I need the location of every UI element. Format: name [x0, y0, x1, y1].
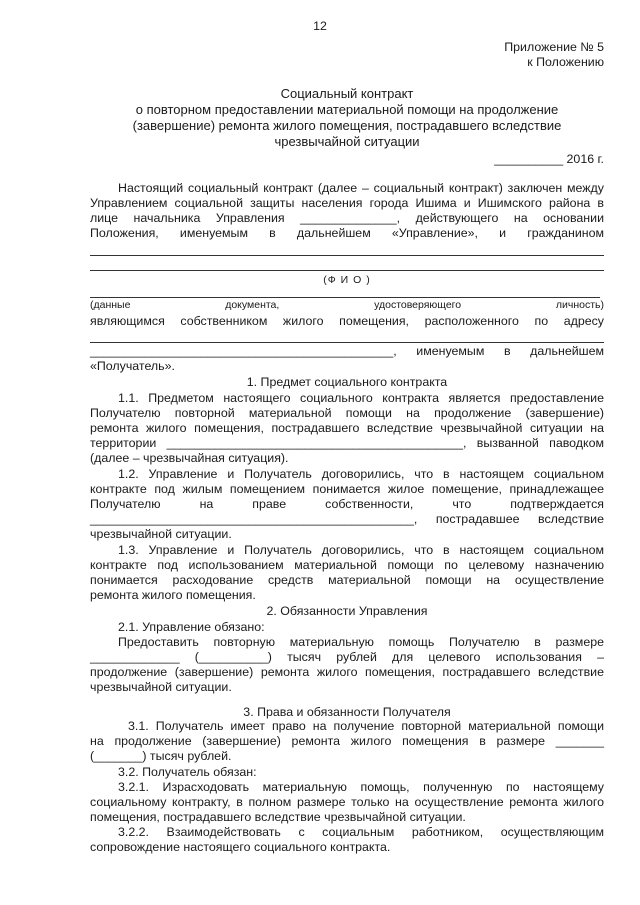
- p322-line-1: 3.2.2. Взаимодействовать с социальным работником, осуществляющим: [118, 825, 604, 839]
- p11-line-2: Получателю повторной материальной помощи на продолжение (завершение): [90, 406, 604, 420]
- p322-line-2: сопровождение настоящего социального контракта.: [90, 840, 391, 854]
- title-line-1: Социальный контракт: [280, 86, 414, 101]
- address-line: ____________________________________________, именуемым в дальнейшем: [90, 344, 604, 358]
- p21-text-line-4: чрезвычайной ситуации.: [90, 680, 232, 694]
- p11-line-5: (далее – чрезвычайная ситуация).: [90, 451, 289, 465]
- p12-line-5: чрезвычайной ситуации.: [90, 527, 232, 541]
- title-line-3: (завершение) ремонта жилого помещения, пострадавшего вследствие: [132, 118, 562, 133]
- owner-line: являющимся собственником жилого помещения, расположенного по адресу: [90, 314, 604, 328]
- fio-caption: (Ф И О ): [323, 274, 371, 286]
- preamble-line-3: лице начальника Управления ______________, действующего на основании: [90, 211, 604, 225]
- p31-line-3: (_______) тысяч рублей.: [90, 749, 232, 763]
- contract-date: __________ 2016 г.: [494, 152, 604, 166]
- title-line-4: чрезвычайной ситуации: [274, 134, 420, 149]
- p11-line-4: территории ___________________________________________, вызванной паводком: [90, 436, 604, 450]
- p12-line-4: _______________________________________________, пострадавшее вследствие: [90, 512, 604, 526]
- page-number: 12: [313, 19, 327, 33]
- p13-line-2: контракте под использованием материальной помощи по целевому назначению: [90, 558, 604, 572]
- recipient-line: «Получатель».: [90, 359, 175, 373]
- p11-line-3: ремонта жилого помещения, пострадавшего вследствие чрезвычайной ситуации на: [90, 421, 604, 435]
- appendix-line-1: Приложение № 5: [504, 40, 604, 54]
- p21-text-line-3: продолжение (завершение) ремонта жилого помещения, пострадавшего вследствие: [90, 665, 604, 679]
- citizen-name-rule-2: [90, 270, 604, 271]
- passport-caption: (данные документа, удостоверяющего личность): [90, 299, 604, 311]
- preamble-line-1: Настоящий социальный контракт (далее – социальный контракт) заключен между: [118, 181, 604, 195]
- p13-line-4: ремонта жилого помещения.: [90, 588, 256, 602]
- section-1-heading: 1. Предмет социального контракта: [246, 375, 448, 389]
- p13-line-1: 1.3. Управление и Получатель договорились, что в настоящем социальном: [118, 543, 604, 557]
- p321-line-2: социальному контракту, в полном размере только на осуществление ремонта жилого: [90, 795, 604, 809]
- p31-line-1: 3.1. Получатель имеет право на получение повторной материальной помощи: [128, 719, 604, 733]
- p32-line: 3.2. Получатель обязан:: [118, 765, 257, 779]
- citizen-name-rule-1: [90, 255, 604, 256]
- p21-text-line-1: Предоставить повторную материальную помощь Получателю в размере: [118, 635, 604, 649]
- p21-text-line-2: _____________ (__________) тысяч рублей для целевого использования –: [90, 650, 604, 664]
- section-3-heading: 3. Права и обязанности Получателя: [243, 705, 451, 719]
- p321-line-1: 3.2.1. Израсходовать материальную помощь, полученную по настоящему: [118, 780, 604, 794]
- preamble-line-4: Положения, именуемым в дальнейшем «Управление», и гражданином: [90, 226, 604, 240]
- p31-line-2: на продолжение (завершение) ремонта жилого помещения в размере _______: [90, 734, 604, 748]
- p21-line: 2.1. Управление обязано:: [118, 620, 265, 634]
- p321-line-3: помещения, пострадавшего вследствие чрезвычайной ситуации.: [90, 810, 466, 824]
- preamble-line-2: Управлением социальной защиты населения города Ишима и Ишимского района в: [90, 196, 604, 210]
- p13-line-3: понимается расходование средств материальной помощи на осуществление: [90, 573, 604, 587]
- section-2-heading: 2. Обязанности Управления: [266, 604, 428, 618]
- p12-line-3: Получателю на праве собственности, что подтверждается: [90, 497, 604, 511]
- p12-line-2: контракте под жилым помещением понимается жилое помещение, принадлежащее: [90, 482, 604, 496]
- address-rule: [90, 342, 604, 343]
- appendix-line-2: к Положению: [527, 55, 604, 69]
- p11-line-1: 1.1. Предметом настоящего социального контракта является предоставление: [118, 391, 604, 405]
- title-line-2: о повторном предоставлении материальной помощи на продолжение: [135, 102, 559, 117]
- p12-line-1: 1.2. Управление и Получатель договорились, что в настоящем социальном: [118, 467, 604, 481]
